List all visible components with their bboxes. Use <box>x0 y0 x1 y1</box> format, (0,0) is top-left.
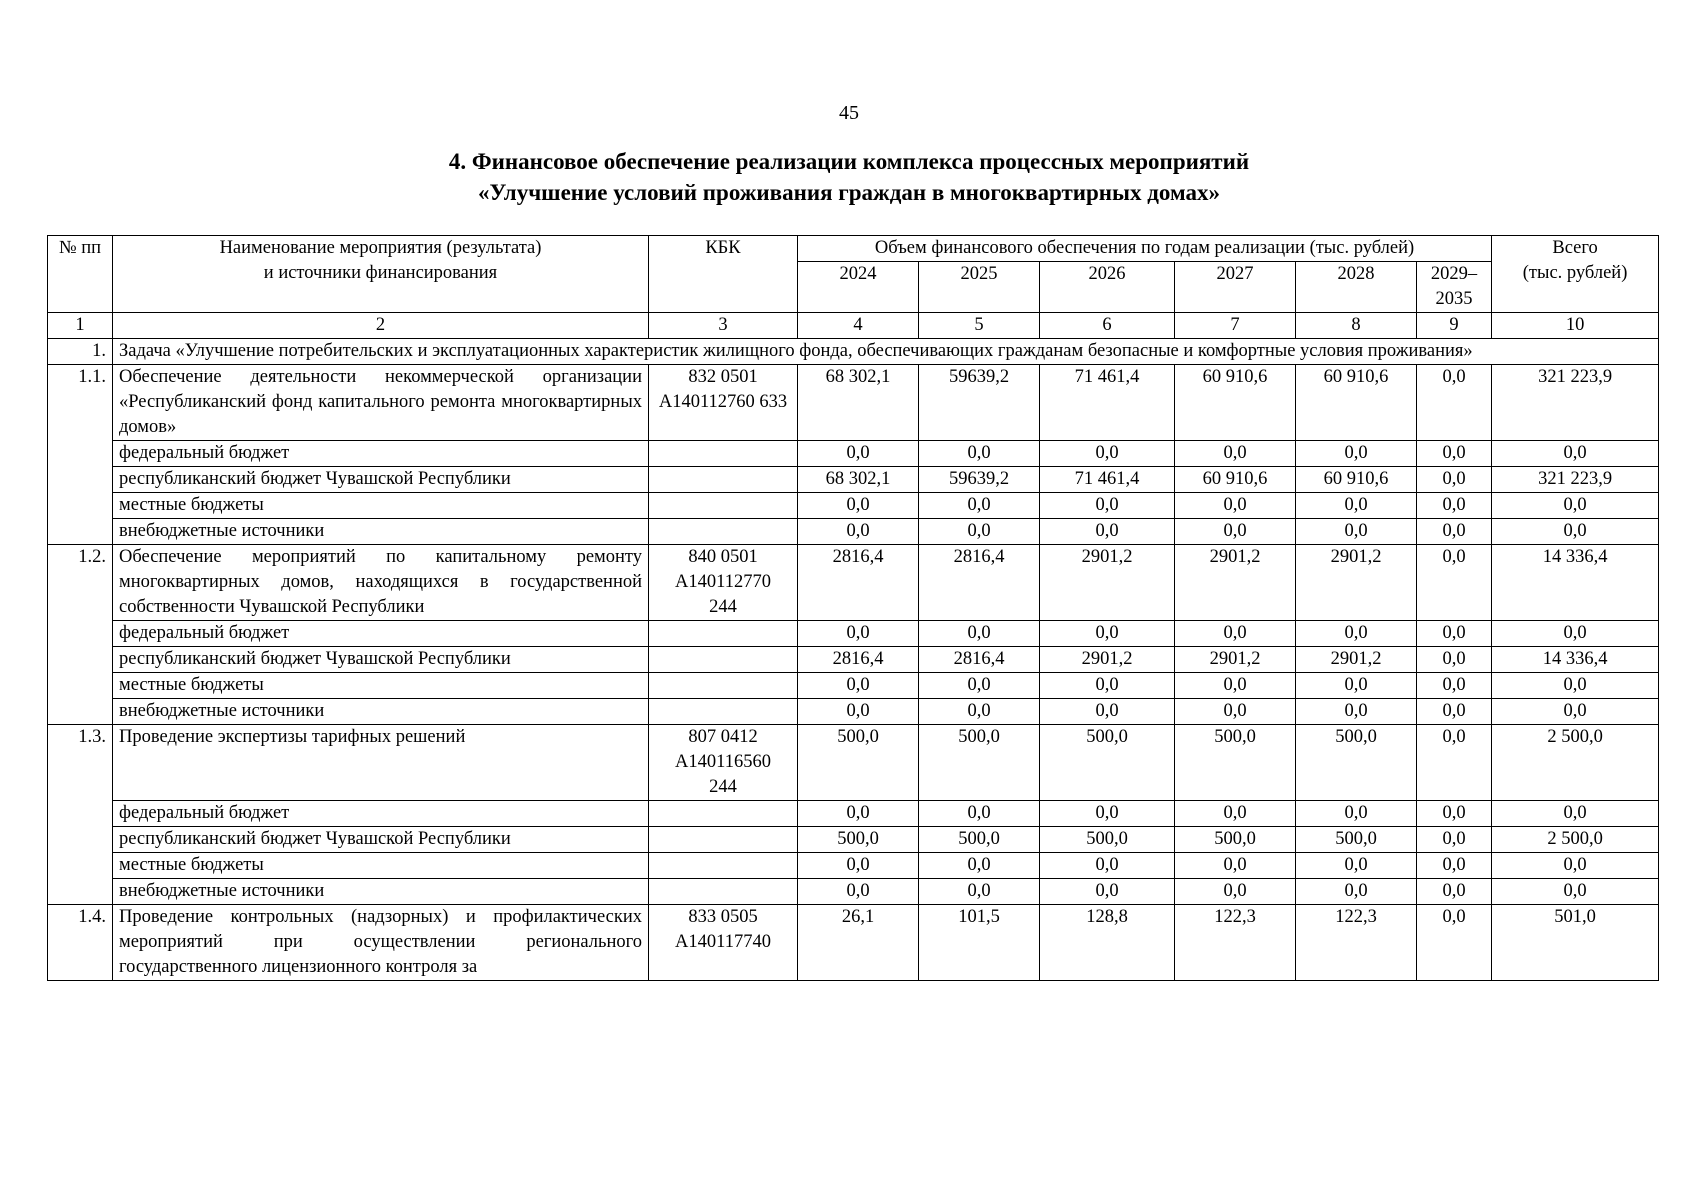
header-year: 2025 <box>919 262 1040 313</box>
item-name: Проведение контрольных (надзорных) и профилактических мероприятий при осуществлении регионального государственного лицензионного контроля за <box>113 905 649 981</box>
header-kbk: КБК <box>649 236 798 313</box>
source-row-extra <box>48 879 1659 905</box>
header-row-1 <box>48 236 1659 262</box>
value-cell: 0,0 <box>1492 519 1659 545</box>
value-cell: 0,0 <box>1417 673 1492 699</box>
item-kbk: 833 0505 А140117740 <box>649 905 798 981</box>
value-cell: 321 223,9 <box>1492 467 1659 493</box>
value-cell: 0,0 <box>798 699 919 725</box>
value-cell: 59639,2 <box>919 467 1040 493</box>
value-cell: 0,0 <box>919 879 1040 905</box>
value-cell: 500,0 <box>1040 827 1175 853</box>
value-cell: 60 910,6 <box>1296 365 1417 441</box>
value-cell: 122,3 <box>1175 905 1296 981</box>
value-cell: 0,0 <box>1492 699 1659 725</box>
value-cell: 0,0 <box>1175 673 1296 699</box>
value-cell: 0,0 <box>1417 545 1492 621</box>
value-cell: 0,0 <box>919 621 1040 647</box>
value-cell: 2 500,0 <box>1492 725 1659 801</box>
value-cell: 0,0 <box>1296 879 1417 905</box>
kbk-empty <box>649 827 798 853</box>
source-label: местные бюджеты <box>113 853 649 879</box>
col-number: 7 <box>1175 313 1296 339</box>
value-cell: 0,0 <box>1492 673 1659 699</box>
col-number: 10 <box>1492 313 1659 339</box>
value-cell: 0,0 <box>1296 441 1417 467</box>
item-name: Обеспечение деятельности некоммерческой организации «Республиканский фонд капитального ремонта многоквартирных домов» <box>113 365 649 441</box>
value-cell: 0,0 <box>1492 879 1659 905</box>
value-cell: 0,0 <box>1040 853 1175 879</box>
value-cell: 2816,4 <box>798 647 919 673</box>
value-cell: 0,0 <box>1417 699 1492 725</box>
value-cell: 0,0 <box>1175 519 1296 545</box>
source-row-republic <box>48 647 1659 673</box>
value-cell: 0,0 <box>919 441 1040 467</box>
col-number: 8 <box>1296 313 1417 339</box>
value-cell: 60 910,6 <box>1175 467 1296 493</box>
document-title <box>0 146 1698 208</box>
header-name-line2: и источники финансирования <box>263 263 498 283</box>
value-cell: 2901,2 <box>1040 647 1175 673</box>
source-row-federal <box>48 621 1659 647</box>
value-cell: 500,0 <box>1296 827 1417 853</box>
value-cell: 59639,2 <box>919 365 1040 441</box>
value-cell: 2901,2 <box>1175 545 1296 621</box>
value-cell: 0,0 <box>1492 441 1659 467</box>
item-row <box>48 365 1659 441</box>
value-cell: 0,0 <box>919 493 1040 519</box>
item-num: 1.4. <box>48 905 113 981</box>
value-cell: 0,0 <box>1175 853 1296 879</box>
value-cell: 0,0 <box>1492 621 1659 647</box>
task-row <box>48 339 1659 365</box>
value-cell: 0,0 <box>1040 493 1175 519</box>
header-year: 2029–2035 <box>1417 262 1492 313</box>
value-cell: 0,0 <box>919 853 1040 879</box>
value-cell: 500,0 <box>798 827 919 853</box>
source-label: внебюджетные источники <box>113 879 649 905</box>
kbk-empty <box>649 673 798 699</box>
header-year: 2024 <box>798 262 919 313</box>
value-cell: 0,0 <box>1175 621 1296 647</box>
value-cell: 0,0 <box>1296 519 1417 545</box>
source-row-local <box>48 853 1659 879</box>
value-cell: 68 302,1 <box>798 467 919 493</box>
value-cell: 0,0 <box>919 801 1040 827</box>
item-kbk: 807 0412 А140116560 244 <box>649 725 798 801</box>
source-label: местные бюджеты <box>113 673 649 699</box>
value-cell: 501,0 <box>1492 905 1659 981</box>
value-cell: 0,0 <box>1417 647 1492 673</box>
value-cell: 0,0 <box>1040 879 1175 905</box>
col-number: 9 <box>1417 313 1492 339</box>
value-cell: 2901,2 <box>1296 545 1417 621</box>
value-cell: 0,0 <box>1040 519 1175 545</box>
title-line-2: «Улучшение условий проживания граждан в многоквартирных домах» <box>478 180 1220 205</box>
value-cell: 500,0 <box>798 725 919 801</box>
value-cell: 0,0 <box>798 493 919 519</box>
kbk-empty <box>649 879 798 905</box>
value-cell: 2901,2 <box>1040 545 1175 621</box>
header-year: 2028 <box>1296 262 1417 313</box>
value-cell: 500,0 <box>919 725 1040 801</box>
value-cell: 0,0 <box>1296 699 1417 725</box>
value-cell: 0,0 <box>798 441 919 467</box>
task-num: 1. <box>48 339 113 365</box>
value-cell: 0,0 <box>919 699 1040 725</box>
item-num: 1.2. <box>48 545 113 725</box>
value-cell: 101,5 <box>919 905 1040 981</box>
source-label: республиканский бюджет Чувашской Республики <box>113 827 649 853</box>
value-cell: 2816,4 <box>919 647 1040 673</box>
header-year: 2026 <box>1040 262 1175 313</box>
header-total <box>1492 236 1659 313</box>
task-text: Задача «Улучшение потребительских и эксплуатационных характеристик жилищного фонда, обеспечивающих гражданам безопасные и комфортные условия проживания» <box>113 339 1659 365</box>
value-cell: 2 500,0 <box>1492 827 1659 853</box>
value-cell: 0,0 <box>798 801 919 827</box>
value-cell: 0,0 <box>1040 441 1175 467</box>
value-cell: 0,0 <box>1296 493 1417 519</box>
value-cell: 0,0 <box>1417 493 1492 519</box>
value-cell: 0,0 <box>798 519 919 545</box>
value-cell: 321 223,9 <box>1492 365 1659 441</box>
source-row-republic <box>48 467 1659 493</box>
col-number: 6 <box>1040 313 1175 339</box>
source-label: внебюджетные источники <box>113 699 649 725</box>
source-row-federal <box>48 801 1659 827</box>
value-cell: 0,0 <box>1417 853 1492 879</box>
value-cell: 0,0 <box>1417 801 1492 827</box>
kbk-empty <box>649 493 798 519</box>
item-row <box>48 905 1659 981</box>
item-row <box>48 545 1659 621</box>
value-cell: 0,0 <box>1175 801 1296 827</box>
header-name <box>113 236 649 313</box>
source-row-local <box>48 673 1659 699</box>
value-cell: 14 336,4 <box>1492 647 1659 673</box>
col-number: 5 <box>919 313 1040 339</box>
value-cell: 60 910,6 <box>1296 467 1417 493</box>
value-cell: 500,0 <box>919 827 1040 853</box>
col-number: 2 <box>113 313 649 339</box>
header-col-numbers <box>48 313 1659 339</box>
kbk-empty <box>649 699 798 725</box>
value-cell: 0,0 <box>1040 673 1175 699</box>
source-row-local <box>48 493 1659 519</box>
header-volume: Объем финансового обеспечения по годам реализации (тыс. рублей) <box>798 236 1492 262</box>
col-number: 1 <box>48 313 113 339</box>
source-row-federal <box>48 441 1659 467</box>
value-cell: 0,0 <box>798 621 919 647</box>
value-cell: 71 461,4 <box>1040 365 1175 441</box>
value-cell: 0,0 <box>1175 493 1296 519</box>
value-cell: 0,0 <box>1040 801 1175 827</box>
value-cell: 26,1 <box>798 905 919 981</box>
value-cell: 0,0 <box>1175 879 1296 905</box>
page-number: 45 <box>839 102 859 124</box>
header-total-line2: (тыс. рублей) <box>1522 263 1628 283</box>
value-cell: 500,0 <box>1175 827 1296 853</box>
item-num: 1.1. <box>48 365 113 545</box>
col-number: 3 <box>649 313 798 339</box>
value-cell: 0,0 <box>1417 905 1492 981</box>
value-cell: 0,0 <box>1040 621 1175 647</box>
value-cell: 0,0 <box>1296 853 1417 879</box>
value-cell: 0,0 <box>798 673 919 699</box>
item-row <box>48 725 1659 801</box>
kbk-empty <box>649 467 798 493</box>
value-cell: 0,0 <box>1296 673 1417 699</box>
source-label: внебюджетные источники <box>113 519 649 545</box>
source-label: федеральный бюджет <box>113 621 649 647</box>
kbk-empty <box>649 621 798 647</box>
header-total-line1: Всего <box>1552 238 1598 258</box>
value-cell: 0,0 <box>1417 827 1492 853</box>
value-cell: 0,0 <box>1417 879 1492 905</box>
source-row-republic <box>48 827 1659 853</box>
item-name: Обеспечение мероприятий по капитальному ремонту многоквартирных домов, находящихся в государственной собственности Чувашской Республики <box>113 545 649 621</box>
header-name-line1: Наименование мероприятия (результата) <box>219 238 542 258</box>
source-label: местные бюджеты <box>113 493 649 519</box>
header-num: № пп <box>48 236 113 313</box>
value-cell: 0,0 <box>1296 621 1417 647</box>
value-cell: 0,0 <box>1175 441 1296 467</box>
value-cell: 2816,4 <box>798 545 919 621</box>
kbk-empty <box>649 647 798 673</box>
value-cell: 60 910,6 <box>1175 365 1296 441</box>
source-label: федеральный бюджет <box>113 801 649 827</box>
value-cell: 0,0 <box>1417 725 1492 801</box>
value-cell: 0,0 <box>798 853 919 879</box>
value-cell: 500,0 <box>1040 725 1175 801</box>
value-cell: 0,0 <box>1492 853 1659 879</box>
kbk-empty <box>649 853 798 879</box>
source-label: федеральный бюджет <box>113 441 649 467</box>
value-cell: 0,0 <box>1296 801 1417 827</box>
value-cell: 0,0 <box>1175 699 1296 725</box>
value-cell: 2901,2 <box>1296 647 1417 673</box>
value-cell: 0,0 <box>1417 519 1492 545</box>
col-number: 4 <box>798 313 919 339</box>
value-cell: 14 336,4 <box>1492 545 1659 621</box>
source-label: республиканский бюджет Чувашской Республики <box>113 647 649 673</box>
value-cell: 0,0 <box>919 673 1040 699</box>
value-cell: 2901,2 <box>1175 647 1296 673</box>
item-kbk: 832 0501 А140112760 633 <box>649 365 798 441</box>
item-num: 1.3. <box>48 725 113 905</box>
value-cell: 500,0 <box>1296 725 1417 801</box>
value-cell: 128,8 <box>1040 905 1175 981</box>
value-cell: 2816,4 <box>919 545 1040 621</box>
item-name: Проведение экспертизы тарифных решений <box>113 725 649 801</box>
value-cell: 0,0 <box>1417 365 1492 441</box>
value-cell: 122,3 <box>1296 905 1417 981</box>
kbk-empty <box>649 441 798 467</box>
source-row-extra <box>48 519 1659 545</box>
item-kbk: 840 0501 А140112770 244 <box>649 545 798 621</box>
kbk-empty <box>649 801 798 827</box>
value-cell: 0,0 <box>1492 493 1659 519</box>
value-cell: 0,0 <box>798 879 919 905</box>
value-cell: 500,0 <box>1175 725 1296 801</box>
value-cell: 68 302,1 <box>798 365 919 441</box>
title-line-1: 4. Финансовое обеспечение реализации комплекса процессных мероприятий <box>448 149 1250 174</box>
financing-table <box>47 235 1659 981</box>
value-cell: 71 461,4 <box>1040 467 1175 493</box>
value-cell: 0,0 <box>1417 441 1492 467</box>
value-cell: 0,0 <box>1417 467 1492 493</box>
source-row-extra <box>48 699 1659 725</box>
value-cell: 0,0 <box>1040 699 1175 725</box>
value-cell: 0,0 <box>1417 621 1492 647</box>
value-cell: 0,0 <box>1492 801 1659 827</box>
source-label: республиканский бюджет Чувашской Республики <box>113 467 649 493</box>
header-year: 2027 <box>1175 262 1296 313</box>
value-cell: 0,0 <box>919 519 1040 545</box>
kbk-empty <box>649 519 798 545</box>
